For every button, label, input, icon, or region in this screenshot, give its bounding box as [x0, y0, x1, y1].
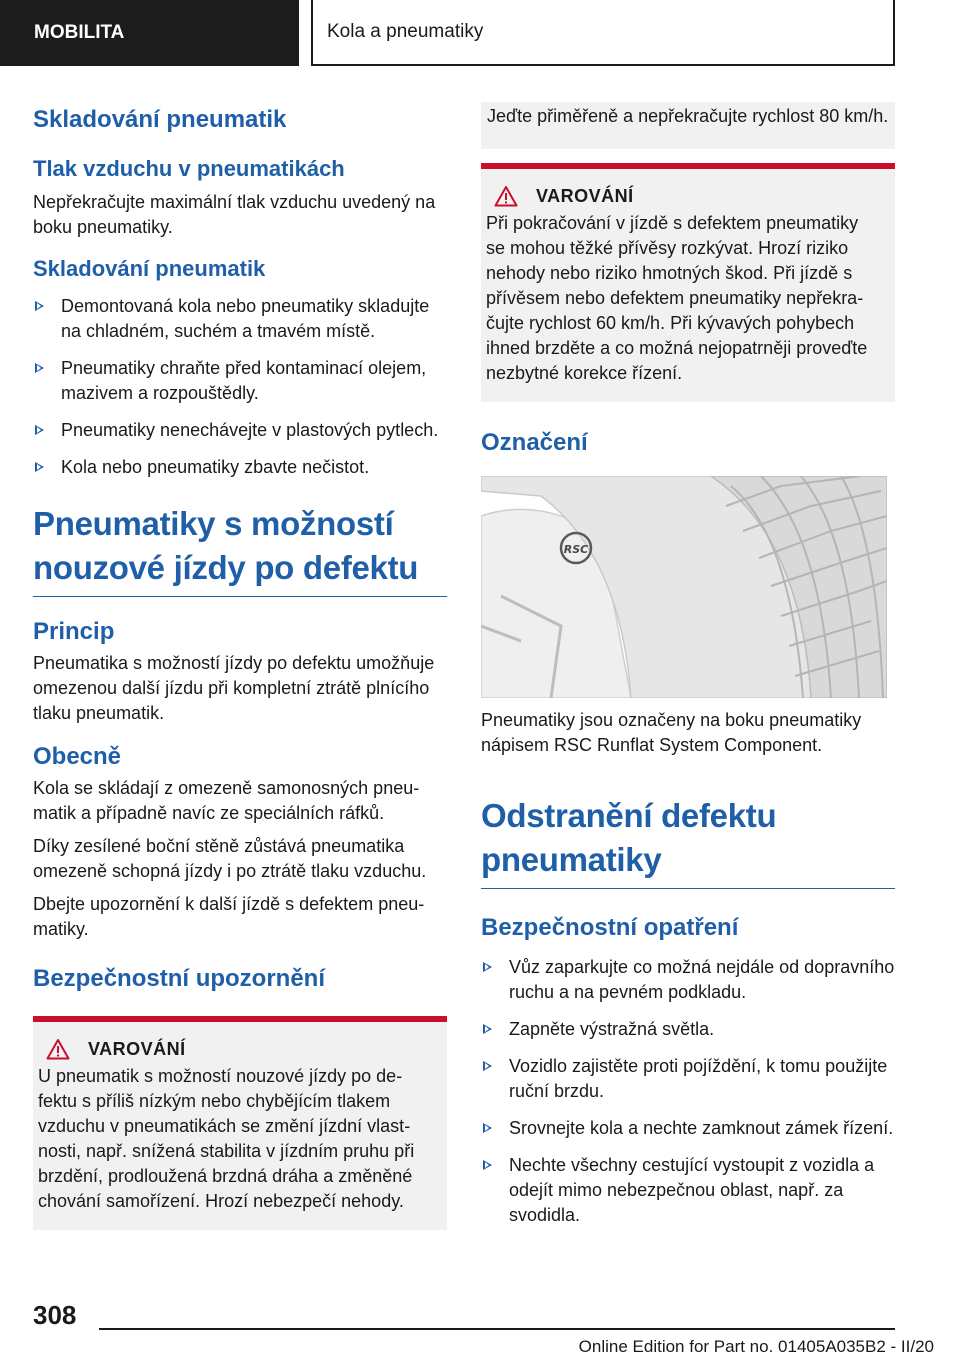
safety-notes-heading: Bezpečnostní upozornění — [33, 965, 326, 992]
list-item: Vůz zaparkujte co možná nejdále od dopravního ruchu a na pevném podkladu. — [481, 955, 895, 1005]
note-box — [481, 102, 895, 149]
list-item: Pneumatiky chraňte před kontaminací olejem, mazivem a rozpouštědly. — [33, 356, 447, 406]
warning-text: Při pokračování v jízdě s defektem pneumatiky se mohou těžké přívěsy rozkývat. Hrozí riziko nehody nebo riziko hmotných škod. Při jízdě s přívěsem nebo defektem pneumatiky nepřekračujte rychlost 60 km/h. Při kývavých pohybech ihned brzděte a co možná nejopatrněji proveďte nezbytné korekce řízení. — [486, 213, 868, 383]
warning-box — [481, 163, 895, 402]
measures-heading: Bezpečnostní opatření — [481, 914, 739, 941]
triangle-bullet-icon — [35, 363, 44, 373]
storage-list — [33, 294, 447, 480]
triangle-bullet-icon — [483, 1061, 492, 1071]
list-item: Nechte všechny cestující vystoupit z vozidla a odejít mimo nebezpečnou oblast, např. za svodidla. — [481, 1153, 895, 1228]
right-column — [481, 102, 895, 1240]
measures-list — [481, 955, 895, 1228]
principle-text: Pneumatika s možností jízdy po defektu umožňuje omezenou další jízdu při kompletní ztrátě plnícího tlaku pneumatik. — [33, 653, 435, 723]
warning-box — [33, 1016, 447, 1230]
page-header — [0, 0, 960, 66]
page-number: 308 — [33, 1300, 77, 1330]
list-item: Kola nebo pneumatiky zbavte nečistot. — [33, 455, 447, 480]
tire-figure — [481, 476, 895, 698]
triangle-bullet-icon — [35, 462, 44, 472]
fix-title: Odstranění defektu pneumatiky — [481, 794, 895, 889]
triangle-bullet-icon — [483, 1123, 492, 1133]
list-item: Vozidlo zajistěte proti pojíždění, k tomu použijte ruční brzdu. — [481, 1054, 895, 1104]
note-text: Jeďte přiměřeně a nepřekračujte rychlost 80 km/h. — [487, 106, 889, 126]
storage-subheading: Skladování pneumatik — [33, 256, 266, 281]
pressure-text: Nepřekračujte maximální tlak vzduchu uvedený na boku pneumatiky. — [33, 192, 436, 237]
warning-triangle-icon — [494, 185, 518, 207]
list-item: Zapněte výstražná světla. — [481, 1017, 895, 1042]
list-item: Srovnejte kola a nechte zamknout zámek řízení. — [481, 1116, 895, 1141]
edition-note: Online Edition for Part no. 01405A035B2 - II/20 — [578, 1337, 934, 1356]
triangle-bullet-icon — [35, 301, 44, 311]
general-text-1: Kola se skládají z omezeně samonosných pneumatik a případně navíc ze speciálních ráfků. — [33, 778, 420, 823]
pressure-heading: Tlak vzduchu v pneumatikách — [33, 156, 345, 181]
principle-heading: Princip — [33, 618, 115, 645]
storage-heading: Skladování pneumatik — [33, 106, 287, 133]
chapter-tab: Kola a pneumatiky — [311, 0, 895, 66]
general-heading: Obecně — [33, 743, 122, 770]
left-column — [33, 102, 447, 1230]
runflat-title: Pneumatiky s možností nouzové jízdy po defektu — [33, 502, 447, 597]
marking-text: Pneumatiky jsou označeny na boku pneumatiky nápisem RSC Runflat System Component. — [481, 710, 862, 755]
triangle-bullet-icon — [483, 1160, 492, 1170]
rsc-tire-image — [481, 476, 887, 698]
triangle-bullet-icon — [483, 1024, 492, 1034]
warning-text: U pneumatik s možností nouzové jízdy po defektu s příliš nízkým nebo chybějícím tlakem vzduchu v pneumatikách se změní jízdní vlastnosti, např. snížená stabilita v jízdním pruhu při brzdění, prodloužená brzdná dráha a změněné chování samořízení. Hrozí nebezpečí nehody. — [38, 1066, 415, 1211]
warning-triangle-icon — [46, 1038, 70, 1060]
general-text-2: Díky zesílené boční stěně zůstává pneumatika omezeně schopná jízdy i po ztrátě tlaku vzduchu. — [33, 836, 427, 881]
footer-divider — [99, 1328, 895, 1330]
triangle-bullet-icon — [483, 962, 492, 972]
warning-title: VAROVÁNÍ — [38, 1038, 425, 1060]
general-text-3: Dbejte upozornění k další jízdě s defektem pneumatiky. — [33, 894, 425, 939]
marking-heading: Označení — [481, 429, 588, 456]
warning-title: VAROVÁNÍ — [486, 185, 873, 207]
triangle-bullet-icon — [35, 425, 44, 435]
list-item: Pneumatiky nenechávejte v plastových pytlech. — [33, 418, 447, 443]
section-tab: MOBILITA — [0, 0, 299, 66]
svg-text:RSC: RSC — [563, 543, 589, 556]
list-item: Demontovaná kola nebo pneumatiky skladujte na chladném, suchém a tmavém místě. — [33, 294, 447, 344]
